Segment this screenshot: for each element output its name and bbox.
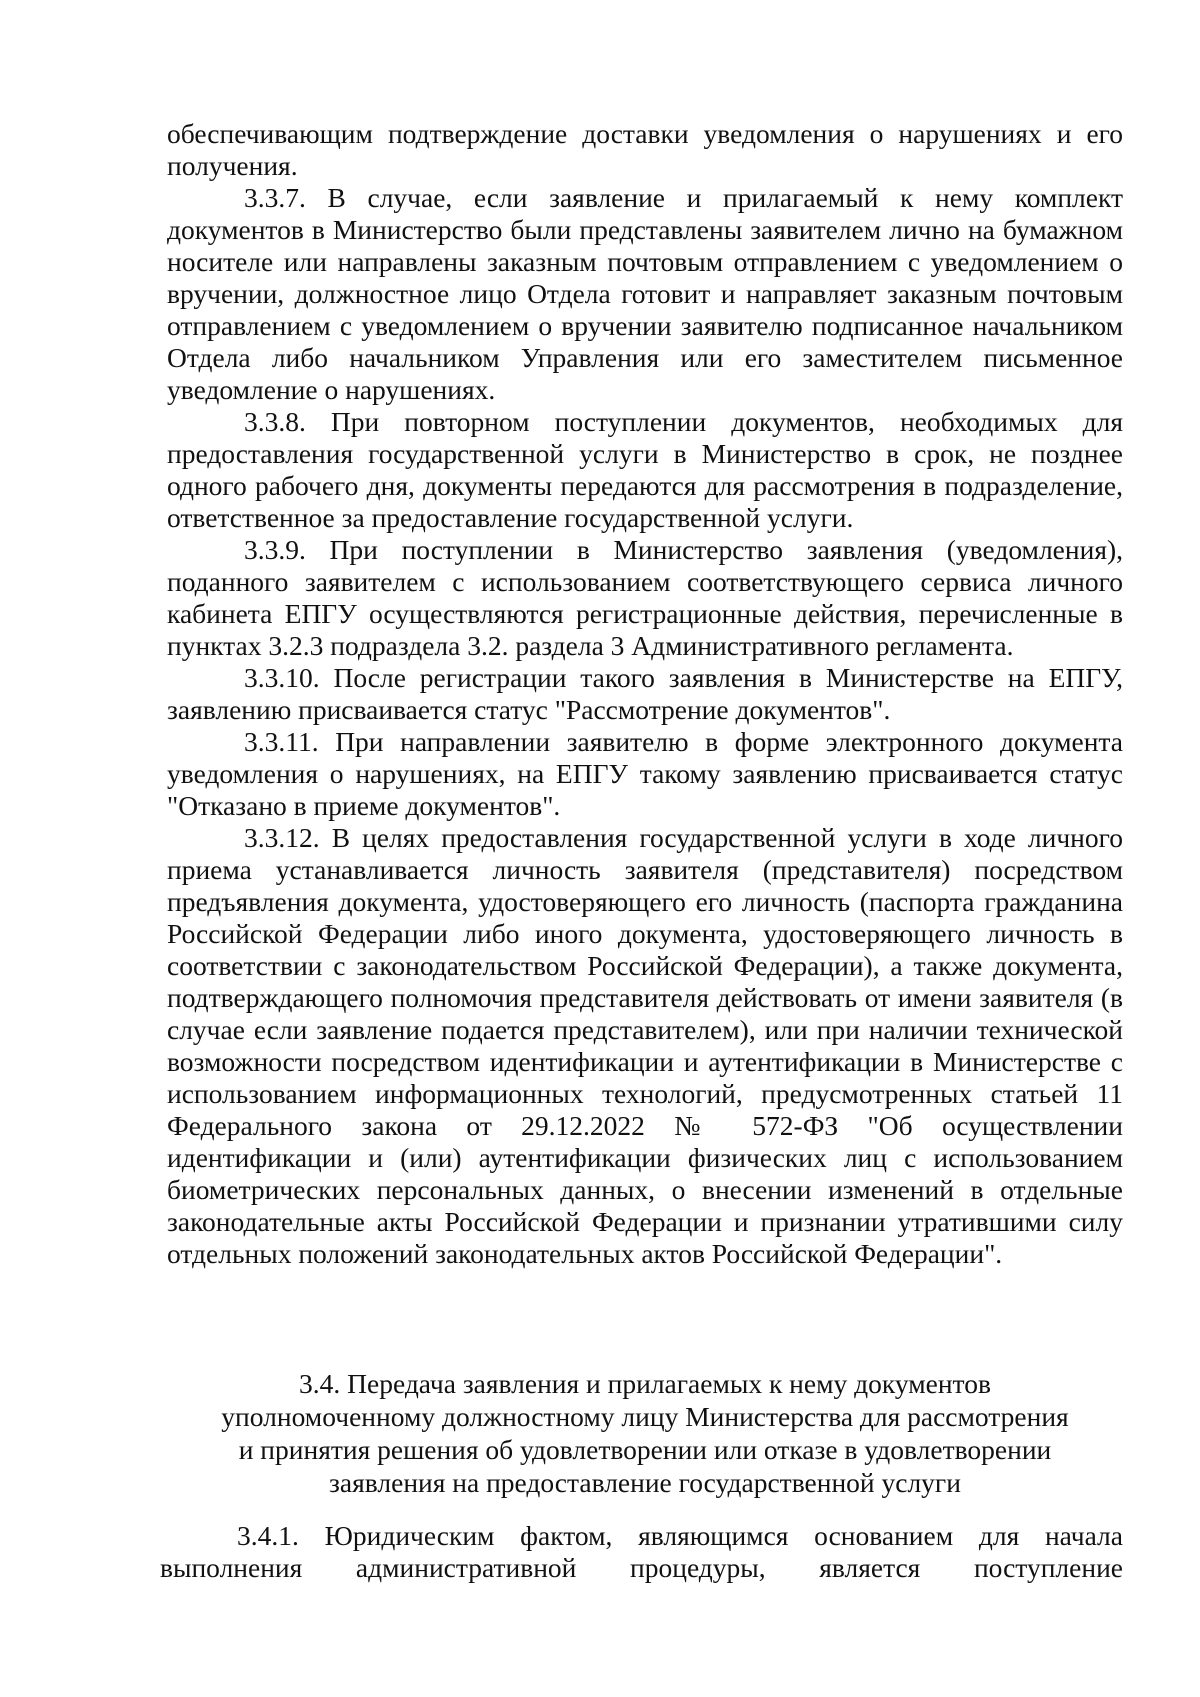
heading-line: и принятия решения об удовлетворении или отказе в удовлетворении: [238, 1434, 1052, 1465]
section-heading-3-4: [167, 1367, 1123, 1499]
paragraph-3-3-9: 3.3.9. При поступлении в Министерство заявления (уведомления), поданного заявителем с использованием соответствующего сервиса личного кабинета ЕПГУ осуществляются регистрационные действия, перечисленные в пунктах 3.2.3 подраздела 3.2. раздела 3 Административного регламента.: [167, 534, 1123, 661]
document-body-tail: [160, 1520, 1123, 1584]
paragraph-3-3-10: 3.3.10. После регистрации такого заявления в Министерстве на ЕПГУ, заявлению присваивается статус "Рассмотрение документов".: [167, 662, 1123, 725]
paragraph-continuation: обеспечивающим подтверждение доставки уведомления о нарушениях и его получения.: [167, 118, 1123, 181]
heading-line: заявления на предоставление государственной услуги: [329, 1467, 961, 1498]
paragraph-3-4-1: 3.4.1. Юридическим фактом, являющимся основанием для начала выполнения административной процедуры, является поступление: [160, 1520, 1123, 1583]
paragraph-3-3-8: 3.3.8. При повторном поступлении документов, необходимых для предоставления государственной услуги в Министерство в срок, не позднее одного рабочего дня, документы передаются для рассмотрения в подразделение, ответственное за предоставление государственной услуги.: [167, 406, 1123, 533]
document-body: [167, 118, 1123, 1270]
heading-line: 3.4. Передача заявления и прилагаемых к нему документов: [299, 1368, 991, 1399]
paragraph-3-3-12: 3.3.12. В целях предоставления государственной услуги в ходе личного приема устанавливается личность заявителя (представителя) посредством предъявления документа, удостоверяющего его личность (паспорта гражданина Российской Федерации либо иного документа, удостоверяющего личность в соответствии с законодательством Российской Федерации), а также документа, подтверждающего полномочия представителя действовать от имени заявителя (в случае если заявление подается представителем), или при наличии технической возможности посредством идентификации и аутентификации в Министерстве с использованием информационных технологий, предусмотренных статьей 11 Федерального закона от 29.12.2022 № 572-ФЗ "Об осуществлении идентификации и (или) аутентификации физических лиц с использованием биометрических персональных данных, о внесении изменений в отдельные законодательные акты Российской Федерации и признании утратившими силу отдельных положений законодательных актов Российской Федерации".: [167, 822, 1123, 1269]
paragraph-3-3-11: 3.3.11. При направлении заявителю в форме электронного документа уведомления о нарушениях, на ЕПГУ такому заявлению присваивается статус "Отказано в приеме документов".: [167, 726, 1123, 821]
paragraph-3-3-7: 3.3.7. В случае, если заявление и прилагаемый к нему комплект документов в Министерство были представлены заявителем лично на бумажном носителе или направлены заказным почтовым отправлением с уведомлением о вручении, должностное лицо Отдела готовит и направляет заказным почтовым отправлением с уведомлением о вручении заявителю подписанное начальником Отдела либо начальником Управления или его заместителем письменное уведомление о нарушениях.: [167, 182, 1123, 405]
heading-line: уполномоченному должностному лицу Министерства для рассмотрения: [221, 1401, 1069, 1432]
